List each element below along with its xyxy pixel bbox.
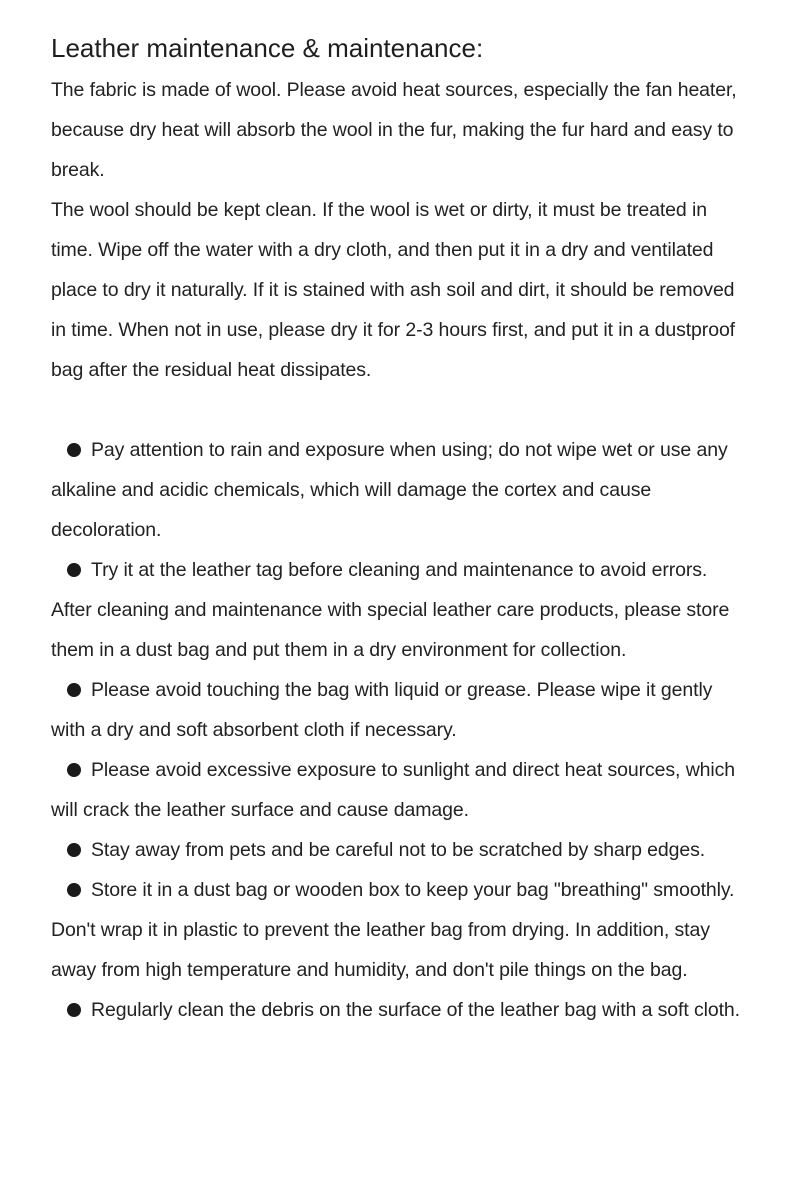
bullet-dot-icon — [67, 563, 81, 577]
bullet-text: Please avoid touching the bag with liquid or grease. Please wipe it gently with a dry and soft absorbent cloth if necessary. — [51, 679, 713, 741]
bullet-list — [51, 430, 741, 1030]
bullet-item — [51, 750, 741, 830]
bullet-text: Try it at the leather tag before cleaning and maintenance to avoid errors. After cleaning and maintenance with special leather care products, please store them in a dust bag and put them in a dry environment for collection. — [51, 559, 730, 661]
intro-paragraph: The wool should be kept clean. If the wool is wet or dirty, it must be treated in time. Wipe off the water with a dry cloth, and then put it in a dry and ventilated place to dry it naturally. If it is stained with ash soil and dirt, it should be removed in time. When not in use, please dry it for 2-3 hours first, and put it in a dustproof bag after the residual heat dissipates. — [51, 199, 736, 381]
bullet-item — [51, 990, 741, 1030]
bullet-text: Please avoid excessive exposure to sunlight and direct heat sources, which will crack the leather surface and cause damage. — [51, 759, 736, 821]
bullet-text: Regularly clean the debris on the surface of the leather bag with a soft cloth. — [91, 999, 740, 1021]
bullet-item — [51, 870, 741, 990]
bullet-dot-icon — [67, 1003, 81, 1017]
bullet-text: Store it in a dust bag or wooden box to keep your bag "breathing" smoothly. Don't wrap it in plastic to prevent the leather bag from drying. In addition, stay away from high temperature and humidity, and don't pile things on the bag. — [51, 879, 735, 981]
bullet-dot-icon — [67, 763, 81, 777]
page-title: Leather maintenance & maintenance: — [51, 33, 484, 63]
bullet-dot-icon — [67, 443, 81, 457]
bullet-dot-icon — [67, 843, 81, 857]
bullet-dot-icon — [67, 683, 81, 697]
bullet-dot-icon — [67, 883, 81, 897]
bullet-item — [51, 670, 741, 750]
intro-paragraph: The fabric is made of wool. Please avoid heat sources, especially the fan heater, because dry heat will absorb the wool in the fur, making the fur hard and easy to break. — [51, 79, 737, 181]
bullet-text: Pay attention to rain and exposure when using; do not wipe wet or use any alkaline and acidic chemicals, which will damage the cortex and cause decoloration. — [51, 439, 728, 541]
bullet-item — [51, 830, 741, 870]
care-instructions-document — [51, 26, 741, 1030]
bullet-item — [51, 550, 741, 670]
bullet-text: Stay away from pets and be careful not to be scratched by sharp edges. — [91, 839, 706, 861]
bullet-item — [51, 430, 741, 550]
section-spacer — [51, 390, 741, 430]
